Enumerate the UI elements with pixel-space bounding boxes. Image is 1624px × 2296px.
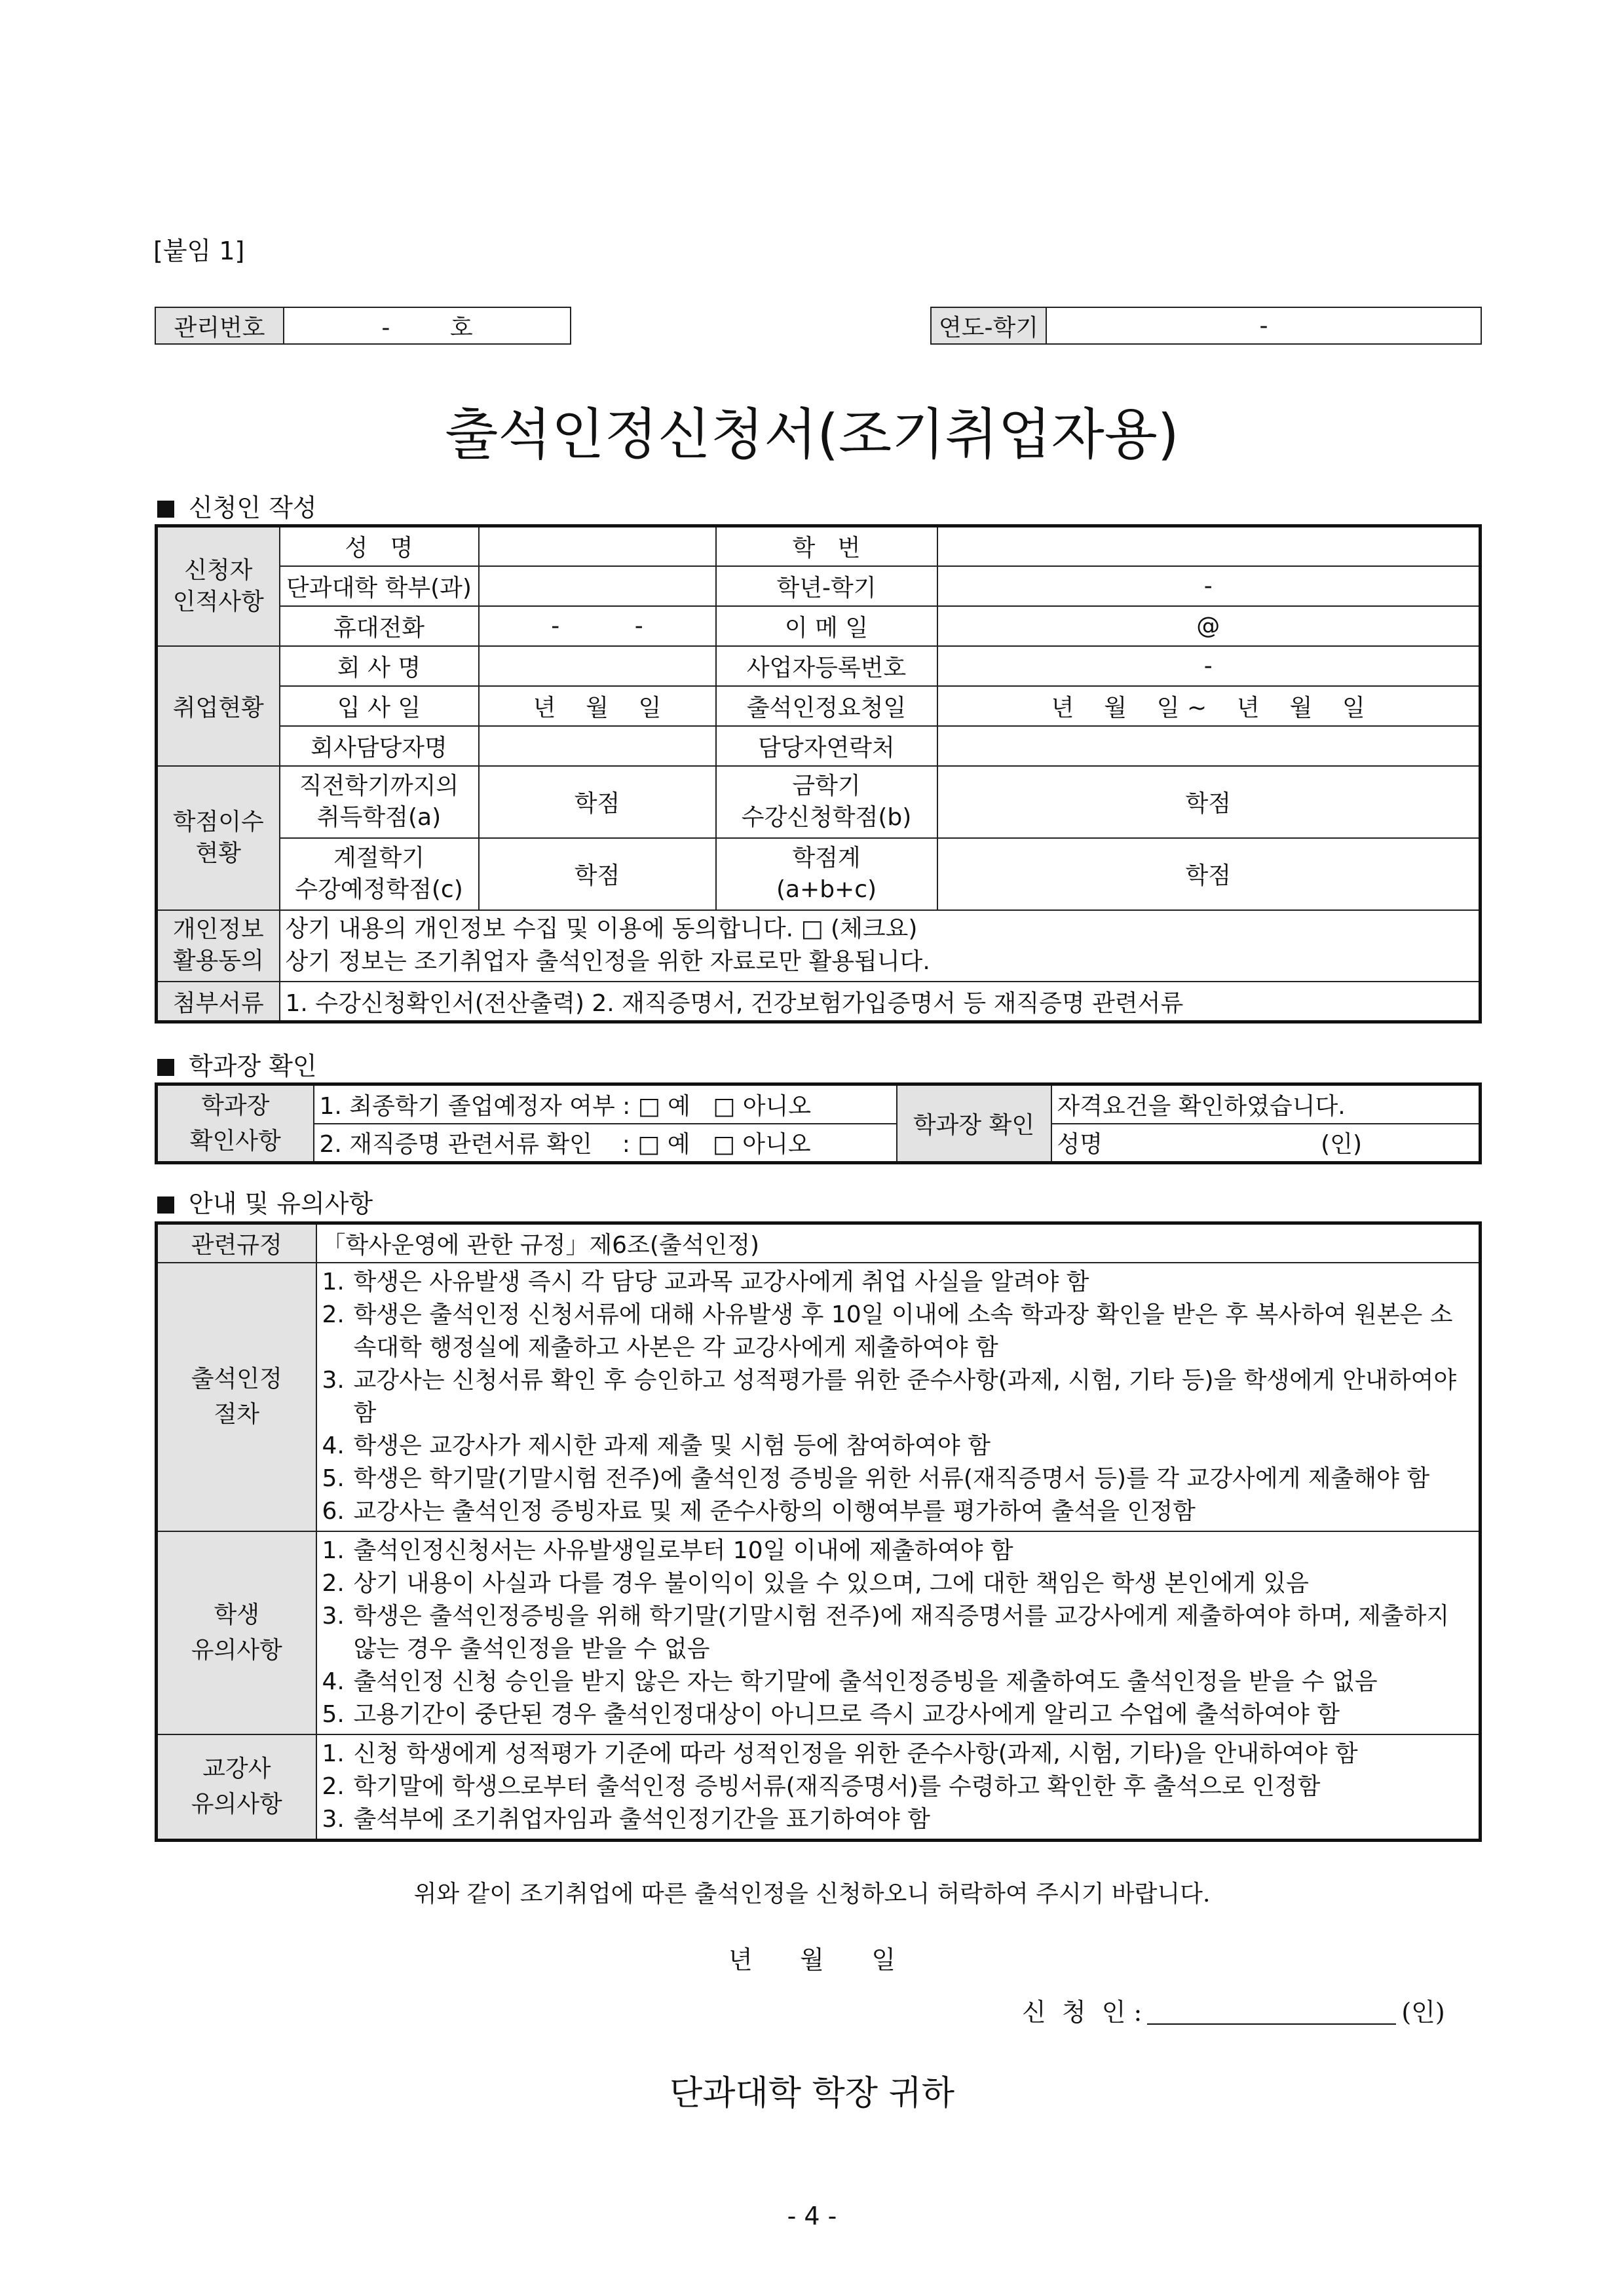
section-heading-text: 학과장 확인 (189, 1052, 317, 1081)
email-field[interactable]: @ (937, 606, 1481, 646)
credits-total-field[interactable]: 학점 (937, 838, 1481, 910)
section-heading-text: 안내 및 유의사항 (189, 1189, 373, 1218)
rules-text: 「학사운영에 관한 규정」제6조(출석인정) (316, 1223, 1481, 1263)
applicant-table (155, 524, 1482, 1024)
applicant-seal: (인) (1401, 1998, 1445, 2027)
list-item: 3. 출석부에 조기취업자임과 출석인정기간을 표기하여야 함 (322, 1805, 930, 1833)
dept-head-table (155, 1082, 1482, 1164)
name-field[interactable] (479, 526, 716, 566)
company-field[interactable] (479, 646, 716, 686)
list-item: 3. 학생은 출석인정증빙을 위해 학기말(기말시험 전주)에 재직증명서를 교강사에게 제출하여야 하며, 제출하지 않는 경우 출석인정을 받을 수 없음 (322, 1602, 1450, 1662)
privacy-usage-line: 상기 정보는 조기취업자 출석인정을 위한 자료로만 활용됩니다. (285, 948, 930, 976)
procedure-list (316, 1263, 1481, 1531)
attachments-text: 1. 수강신청확인서(전산출력) 2. 재직증명서, 건강보험가입증명서 등 재직증명 관련서류 (280, 982, 1481, 1022)
instructor-notes-label: 교강사 유의사항 (157, 1734, 316, 1841)
credits-total-label: 학점계 (a+b+c) (716, 838, 937, 910)
year-term-field[interactable]: - (1046, 307, 1481, 344)
applicant-signature (1022, 1992, 1445, 2028)
credits-b-field[interactable]: 학점 (937, 766, 1481, 838)
page-number: - 4 - (787, 2202, 837, 2230)
employment-docs-check-row[interactable]: 2. 재직증명 관련서류 확인 : □ 예 □ 아니오 (314, 1124, 897, 1163)
list-item: 2. 상기 내용이 사실과 다를 경우 불이익이 있을 수 있으며, 그에 대한 책임은 학생 본인에게 있음 (322, 1569, 1309, 1597)
student-id-field[interactable] (937, 526, 1481, 566)
management-number-label: 관리번호 (155, 307, 284, 344)
student-notes-list (316, 1531, 1481, 1734)
procedure-label: 출석인정 절차 (157, 1263, 316, 1531)
join-date-label: 입 사 일 (280, 686, 479, 726)
request-period-field[interactable]: 년 월 일 ~ 년 월 일 (937, 686, 1481, 726)
management-number-box (155, 307, 571, 345)
group-personal: 신청자 인적사항 (157, 526, 280, 646)
group-credits: 학점이수 현황 (157, 766, 280, 910)
section-heading-text: 신청인 작성 (189, 493, 317, 522)
graduate-check-row[interactable]: 1. 최종학기 졸업예정자 여부 : □ 예 □ 아니오 (314, 1084, 897, 1124)
square-bullet-icon (157, 1059, 174, 1076)
privacy-consent (280, 910, 1481, 982)
company-manager-label: 회사담당자명 (280, 726, 479, 766)
phone-label: 휴대전화 (280, 606, 479, 646)
company-label: 회 사 명 (280, 646, 479, 686)
management-number-field[interactable]: - 호 (284, 307, 571, 344)
section-heading-applicant (157, 488, 317, 524)
applicant-signature-field[interactable] (1147, 1997, 1396, 2025)
name-label: 성 명 (280, 526, 479, 566)
college-dept-field[interactable] (479, 566, 716, 606)
join-date-field[interactable]: 년 월 일 (479, 686, 716, 726)
biz-reg-no-field[interactable]: - (937, 646, 1481, 686)
company-manager-field[interactable] (479, 726, 716, 766)
applicant-label: 신 청 인 : (1022, 1998, 1142, 2027)
signature-seal-label: (인) (1321, 1131, 1362, 1158)
group-employment: 취업현황 (157, 646, 280, 766)
dept-head-confirm-label: 학과장 확인 (897, 1084, 1051, 1163)
credits-a-field[interactable]: 학점 (479, 766, 716, 838)
section-heading-guide (157, 1183, 373, 1219)
square-bullet-icon (157, 501, 174, 518)
year-semester-label: 학년-학기 (716, 566, 937, 606)
manager-contact-label: 담당자연락처 (716, 726, 937, 766)
request-sentence: 위와 같이 조기취업에 따른 출석인정을 신청하오니 허락하여 주시기 바랍니다. (413, 1881, 1211, 1907)
dept-head-confirm-text: 자격요건을 확인하였습니다. (1051, 1084, 1481, 1124)
addressee: 단과대학 학장 귀하 (670, 2074, 954, 2113)
year-term-box (930, 307, 1482, 345)
list-item: 3. 교강사는 신청서류 확인 후 승인하고 성적평가를 위한 준수사항(과제, 시험, 기타 등)을 학생에게 안내하여야 함 (322, 1366, 1457, 1426)
list-item: 2. 학기말에 학생으로부터 출석인정 증빙서류(재직증명서)를 수령하고 확인한 후 출석으로 인정함 (322, 1772, 1321, 1800)
list-item: 4. 출석인정 신청 승인을 받지 않은 자는 학기말에 출석인정증빙을 제출하여도 출석인정을 받을 수 없음 (322, 1668, 1378, 1695)
list-item: 1. 신청 학생에게 성적평가 기준에 따라 성적인정을 위한 준수사항(과제, 시험, 기타)을 안내하여야 함 (322, 1740, 1358, 1767)
list-item: 6. 교강사는 출석인정 증빙자료 및 제 준수사항의 이행여부를 평가하여 출석을 인정함 (322, 1497, 1196, 1525)
instructor-notes-list (316, 1734, 1481, 1841)
credits-c-label: 계절학기 수강예정학점(c) (280, 838, 479, 910)
year-term-label: 연도-학기 (931, 307, 1046, 344)
signature-name-label: 성명 (1057, 1131, 1103, 1158)
list-item: 2. 학생은 출석인정 신청서류에 대해 사유발생 후 10일 이내에 소속 학과장 확인을 받은 후 복사하여 원본은 소속대학 행정실에 제출하고 사본은 각 교강사에게 제출하여야 함 (322, 1301, 1453, 1361)
credits-a-label: 직전학기까지의 취득학점(a) (280, 766, 479, 838)
group-privacy: 개인정보 활용동의 (157, 910, 280, 982)
list-item: 4. 학생은 교강사가 제시한 과제 제출 및 시험 등에 참여하여야 함 (322, 1432, 991, 1459)
email-label: 이 메 일 (716, 606, 937, 646)
date-line[interactable]: 년 월 일 (728, 1945, 896, 1974)
list-item: 5. 학생은 학기말(기말시험 전주)에 출석인정 증빙을 위한 서류(재직증명서 등)를 각 교강사에게 제출해야 함 (322, 1464, 1430, 1492)
attachment-label: [붙임 1] (153, 237, 245, 265)
list-item: 1. 출석인정신청서는 사유발생일로부터 10일 이내에 제출하여야 함 (322, 1537, 1013, 1564)
biz-reg-no-label: 사업자등록번호 (716, 646, 937, 686)
section-heading-dept-head (157, 1046, 317, 1082)
list-item: 1. 학생은 사유발생 즉시 각 담당 교과목 교강사에게 취업 사실을 알려야 함 (322, 1268, 1089, 1295)
square-bullet-icon (157, 1196, 174, 1214)
rules-label: 관련규정 (157, 1223, 316, 1263)
student-id-label: 학 번 (716, 526, 937, 566)
manager-contact-field[interactable] (937, 726, 1481, 766)
list-item: 5. 고용기간이 중단된 경우 출석인정대상이 아니므로 즉시 교강사에게 알리고 수업에 출석하여야 함 (322, 1700, 1340, 1728)
dept-head-group: 학과장 확인사항 (157, 1084, 314, 1163)
student-notes-label: 학생 유의사항 (157, 1531, 316, 1734)
year-semester-field[interactable]: - (937, 566, 1481, 606)
dept-head-signature[interactable] (1051, 1124, 1481, 1163)
phone-field[interactable]: - - (479, 606, 716, 646)
page-title: 출석인정신청서(조기취업자용) (445, 402, 1179, 467)
credits-b-label: 금학기 수강신청학점(b) (716, 766, 937, 838)
credits-c-field[interactable]: 학점 (479, 838, 716, 910)
request-period-label: 출석인정요청일 (716, 686, 937, 726)
guide-table (155, 1221, 1482, 1842)
group-attachments: 첨부서류 (157, 982, 280, 1022)
privacy-consent-line[interactable]: 상기 내용의 개인정보 수집 및 이용에 동의합니다. □ (체크요) (285, 915, 918, 943)
college-dept-label: 단과대학 학부(과) (280, 566, 479, 606)
